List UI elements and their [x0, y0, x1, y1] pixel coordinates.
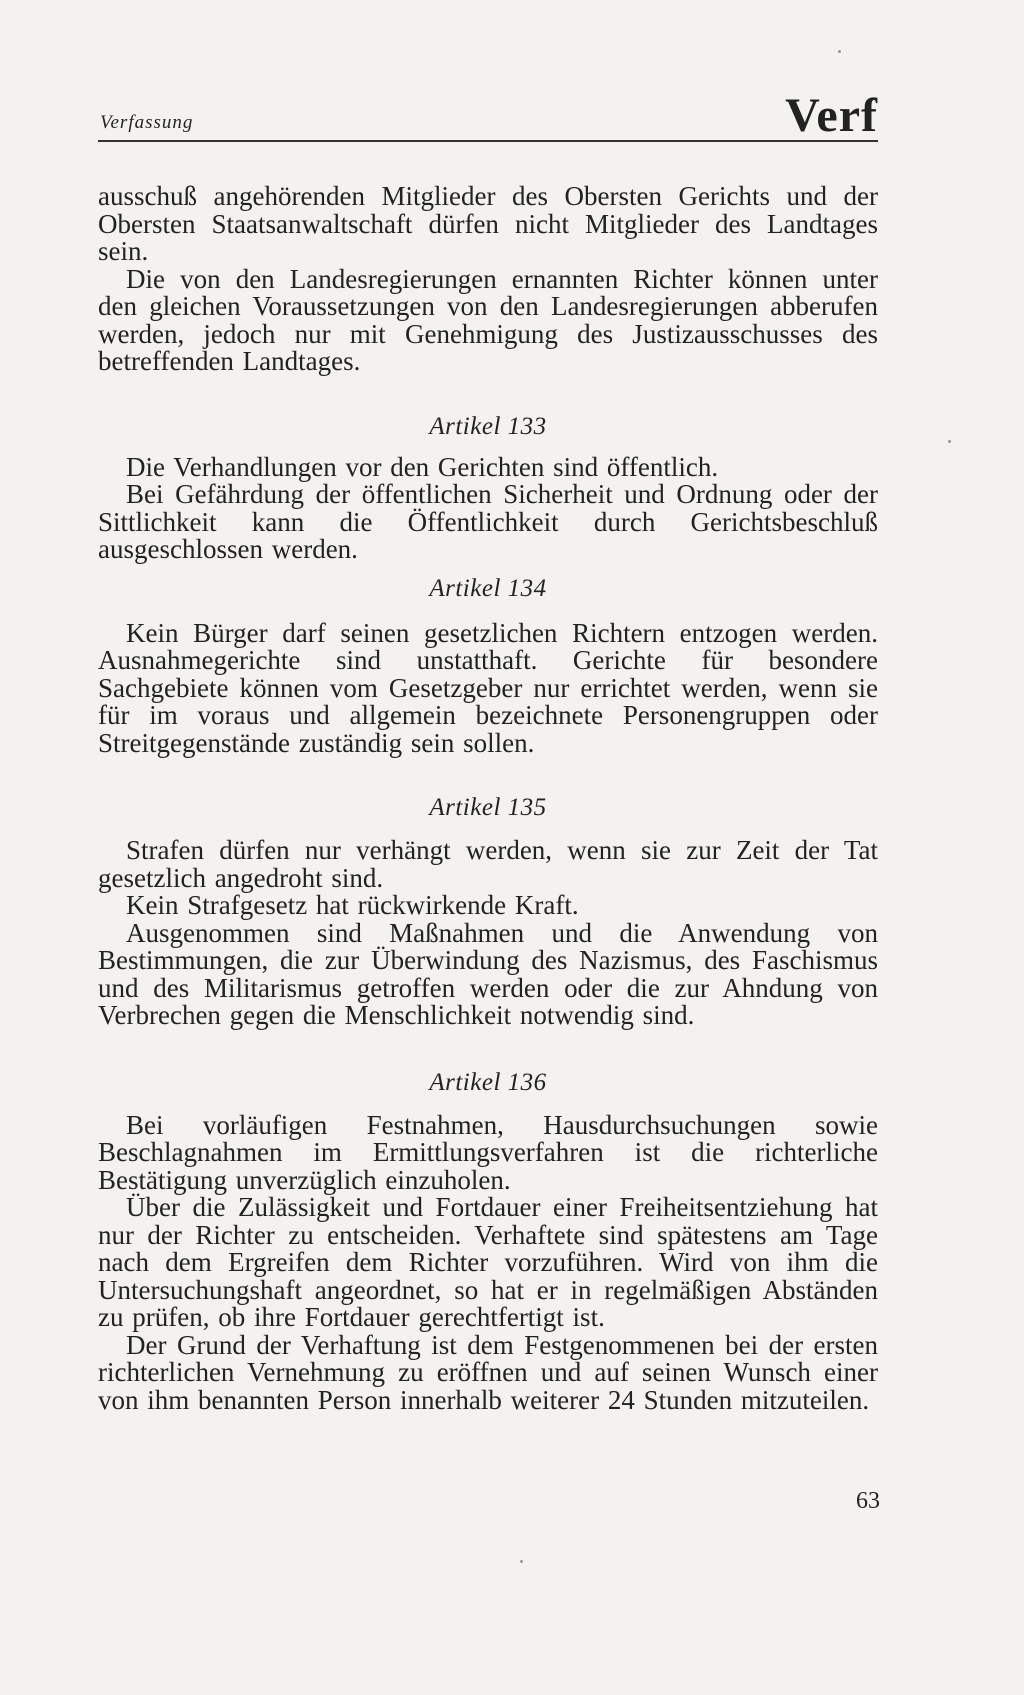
page-number: 63: [856, 1488, 880, 1514]
scan-speck: [838, 50, 841, 53]
intro-paragraph-2: Die von den Landesregierungen ernannten Richter können unter den gleichen Voraussetzungen von den Landesregierungen abberufen werden, jedoch nur mit Genehmigung des Justizausschusses des betreffenden Landtages.: [98, 263, 878, 376]
article-133-title: Artikel 133: [429, 412, 547, 440]
running-header: [98, 89, 878, 142]
article-133-paragraph-2: Bei Gefährdung der öffentlichen Sicherheit und Ordnung oder der Sittlichkeit kann die Öffentlichkeit durch Gerichtsbeschluß ausgeschlossen werden.: [98, 479, 878, 564]
article-136-paragraph-2: Über die Zulässigkeit und Fortdauer einer Freiheitsentziehung hat nur der Richter zu entscheiden. Verhaftete sind spätestens am Tage nach dem Ergreifen dem Richter vorzuführen. Wird von ihm die Untersuchungshaft angeordnet, so hat er in regelmäßigen Abständen zu prüfen, ob ihre Fortdauer gerechtfertigt ist.: [98, 1192, 878, 1332]
scan-speck: [948, 440, 951, 443]
header-thumb-index: Verf: [785, 89, 878, 142]
article-135-title: Artikel 135: [429, 794, 547, 821]
page-body: [98, 183, 878, 1414]
article-136-paragraph-3: Der Grund der Verhaftung ist dem Festgenommenen bei der ersten richterlichen Vernehmung zu eröffnen und auf seinen Wunsch einer von ihm benannten Person innerhalb weiterer 24 Stunden mitzuteilen.: [98, 1329, 878, 1415]
intro-paragraph-1: ausschuß angehörenden Mitglieder des Obersten Gerichts und der Obersten Staatsanwaltschaft dürfen nicht Mitglieder des Landtages sein.: [98, 181, 878, 266]
article-134-title: Artikel 134: [429, 574, 547, 602]
article-134-paragraph-1: Kein Bürger darf seinen gesetzlichen Richtern entzogen werden. Ausnahmegerichte sind unstatthaft. Gerichte für besondere Sachgebiete können vom Gesetzgeber nur errichtet werden, wenn sie für im voraus und allgemein bezeichnete Personengruppen oder Streitgegenstände zuständig sein sollen.: [98, 617, 878, 758]
article-136-paragraph-1: Bei vorläufigen Festnahmen, Hausdurchsuchungen sowie Beschlagnahmen im Ermittlungsverfahren ist die richterliche Bestätigung unverzüglich einzuholen.: [98, 1109, 878, 1195]
article-136-title: Artikel 136: [429, 1068, 547, 1096]
header-section-title: Verfassung: [100, 112, 194, 133]
article-135-paragraph-2: Kein Strafgesetz hat rückwirkende Kraft.: [126, 890, 579, 920]
scan-speck: [520, 1560, 523, 1563]
article-135-paragraph-1: Strafen dürfen nur verhängt werden, wenn sie zur Zeit der Tat gesetzlich angedroht sind.: [98, 835, 878, 893]
article-135-paragraph-3: Ausgenommen sind Maßnahmen und die Anwendung von Bestimmungen, die zur Überwindung des Nazismus, des Faschismus und des Militarismus getroffen werden oder die zur Ahndung von Verbrechen gegen die Menschlichkeit notwendig sind.: [98, 917, 878, 1030]
article-133-paragraph-1: Die Verhandlungen vor den Gerichten sind öffentlich.: [126, 451, 719, 482]
